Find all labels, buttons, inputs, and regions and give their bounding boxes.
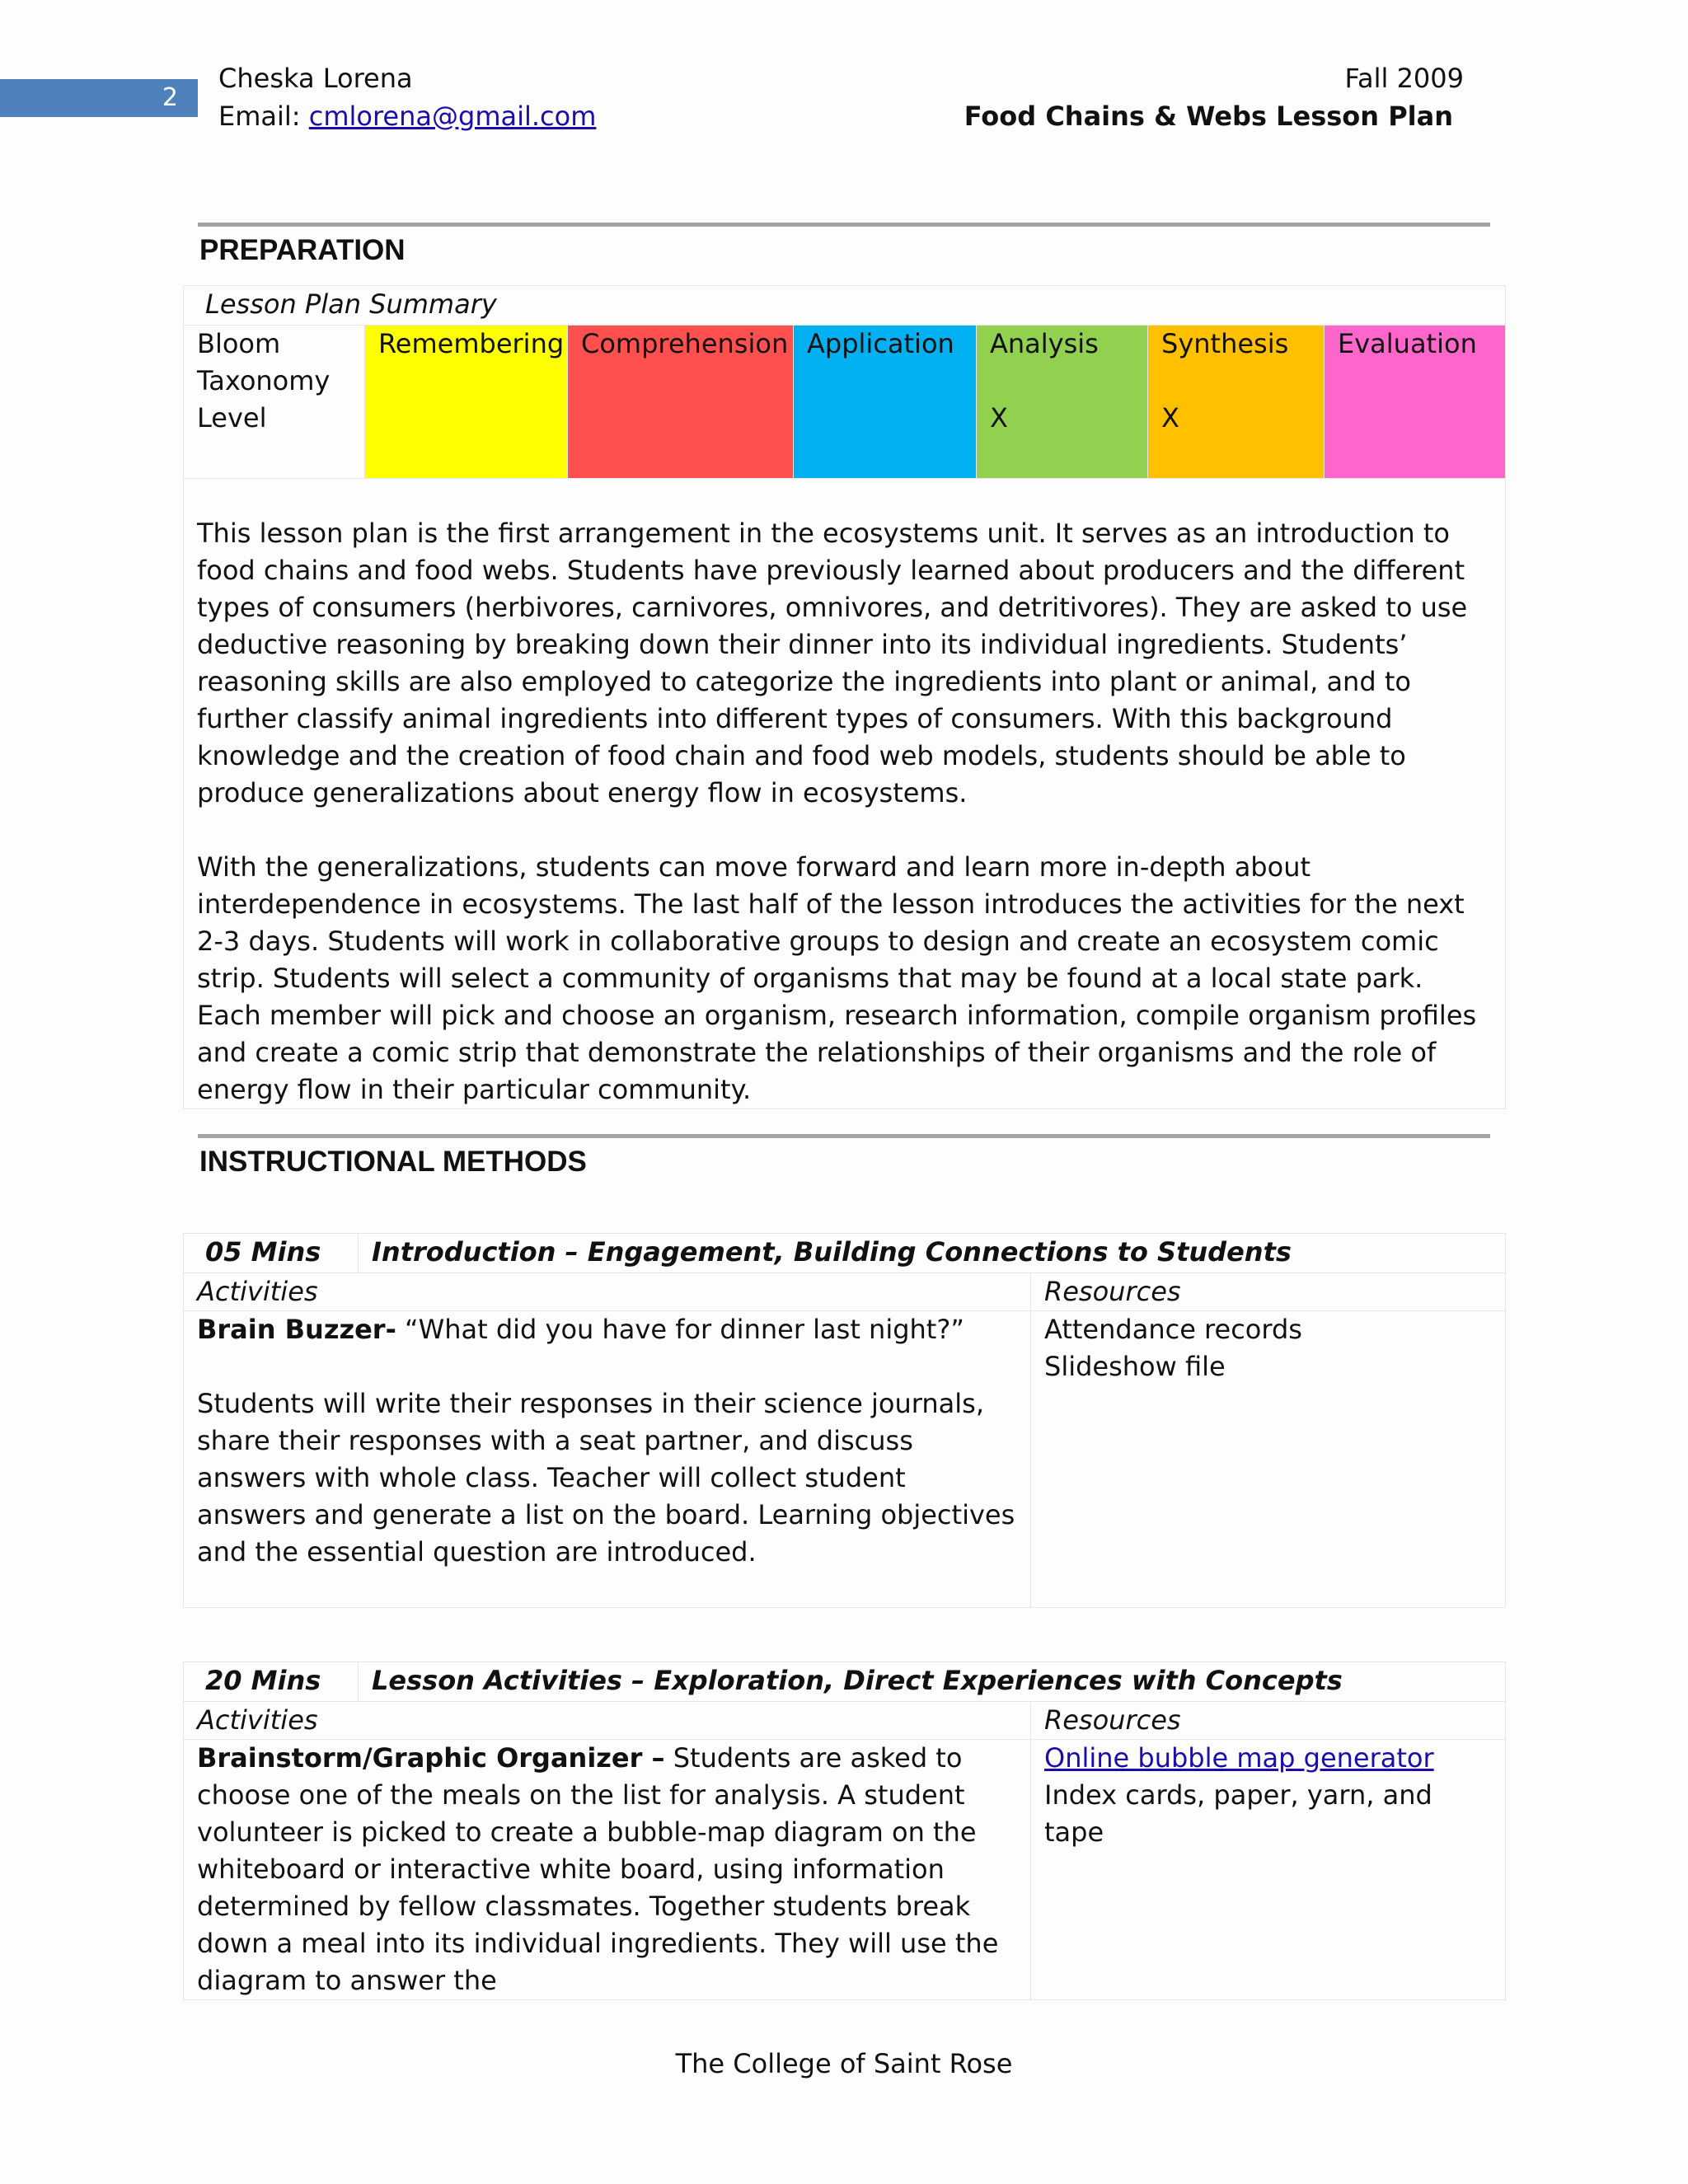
block-heading: Introduction – Engagement, Building Connections to Students: [359, 1234, 1506, 1273]
bloom-level-remembering: Remembering: [365, 326, 568, 479]
block-heading: Lesson Activities – Exploration, Direct Experiences with Concepts: [359, 1662, 1506, 1702]
bloom-level-analysis: Analysis X: [977, 326, 1148, 479]
block-time: 05 Mins: [184, 1234, 359, 1273]
preparation-heading: PREPARATION: [199, 234, 406, 266]
email-label: Email:: [218, 101, 301, 132]
bloom-level-comprehension: Comprehension: [568, 326, 794, 479]
summary-paragraph-1: This lesson plan is the first arrangement in the ecosystems unit. It serves as an introduction to food chains and food webs. Students have previously learned about producers and the different types of consumers (herbivores, carnivores, omnivores, and detritivores). They are asked to use deductive reasoning by breaking down their dinner into its individual ingredients. Students’ reasoning skills are also employed to categorize the ingredients into plant or animal, and to further classify animal ingredients into different types of consumers. With this background knowledge and the creation of food chain and food web models, students should be able to produce generalizations about energy flow in ecosystems.: [197, 518, 1468, 808]
bloom-level-synthesis: Synthesis X: [1148, 326, 1325, 479]
section-divider: [198, 1134, 1490, 1138]
bubble-map-link[interactable]: Online bubble map generator: [1044, 1742, 1434, 1774]
activity-description: [184, 1311, 1031, 1608]
instructional-heading: INSTRUCTIONAL METHODS: [199, 1146, 587, 1178]
activity-block-intro: [183, 1233, 1506, 1608]
resources-label: Resources: [1031, 1273, 1506, 1311]
activity-title: Brain Buzzer-: [197, 1314, 396, 1345]
activity-title: Brainstorm/Graphic Organizer –: [197, 1742, 665, 1774]
page-number: 2: [162, 83, 178, 112]
document-title: Food Chains & Webs Lesson Plan: [964, 101, 1453, 132]
term-label: Fall 2009: [1344, 63, 1464, 94]
activities-label: Activities: [184, 1273, 1031, 1311]
summary-label: Lesson Plan Summary: [184, 286, 1506, 326]
email-link[interactable]: cmlorena@gmail.com: [308, 101, 597, 132]
activity-block-lesson: [183, 1661, 1506, 2000]
section-divider: [198, 223, 1490, 227]
summary-text-cell: [184, 479, 1506, 1109]
resources-text: Index cards, paper, yarn, and tape: [1044, 1779, 1432, 1848]
activity-text: Students are asked to choose one of the meals on the list for analysis. A student volunteer is picked to create a bubble-map diagram on the whiteboard or interactive white board, using information determined by fellow classmates. Together students break down a meal into its individual ingredients. They will use the diagram to answer the: [197, 1742, 999, 1996]
resources-label: Resources: [1031, 1702, 1506, 1740]
lesson-summary-table: [183, 285, 1506, 1109]
resources-list: [1031, 1311, 1506, 1608]
summary-paragraph-2: With the generalizations, students can move forward and learn more in-depth about interdependence in ecosystems. The last half of the lesson introduces the activities for the next 2-3 days. Students will work in collaborative groups to design and create an ecosystem comic strip. Students will select a community of organisms that may be found at a local state park. Each member will pick and choose an organism, research information, compile organism profiles and create a comic strip that demonstrate the relationships of their organisms and the role of energy flow in their particular community.: [197, 851, 1477, 1105]
bloom-label: Bloom Taxonomy Level: [184, 326, 365, 479]
bloom-level-evaluation: Evaluation: [1325, 326, 1506, 479]
bloom-taxonomy-row: [184, 326, 1506, 479]
author-name: Cheska Lorena: [218, 63, 413, 94]
activity-description: [184, 1740, 1031, 2000]
email-line: [218, 97, 596, 135]
bloom-level-application: Application: [794, 326, 977, 479]
block-time: 20 Mins: [184, 1662, 359, 1702]
footer-text: The College of Saint Rose: [675, 2048, 1013, 2079]
activities-label: Activities: [184, 1702, 1031, 1740]
resources-text: Attendance records Slideshow file: [1044, 1314, 1302, 1382]
resources-list: [1031, 1740, 1506, 2000]
page-number-tab: [0, 79, 198, 117]
activity-text: “What did you have for dinner last night?” Students will write their responses in their science journals, share their responses with a seat partner, and discuss answers with whole class. Teacher will collect student answers and generate a list on the board. Learning objectives and the essential question are introduced.: [197, 1314, 1015, 1568]
